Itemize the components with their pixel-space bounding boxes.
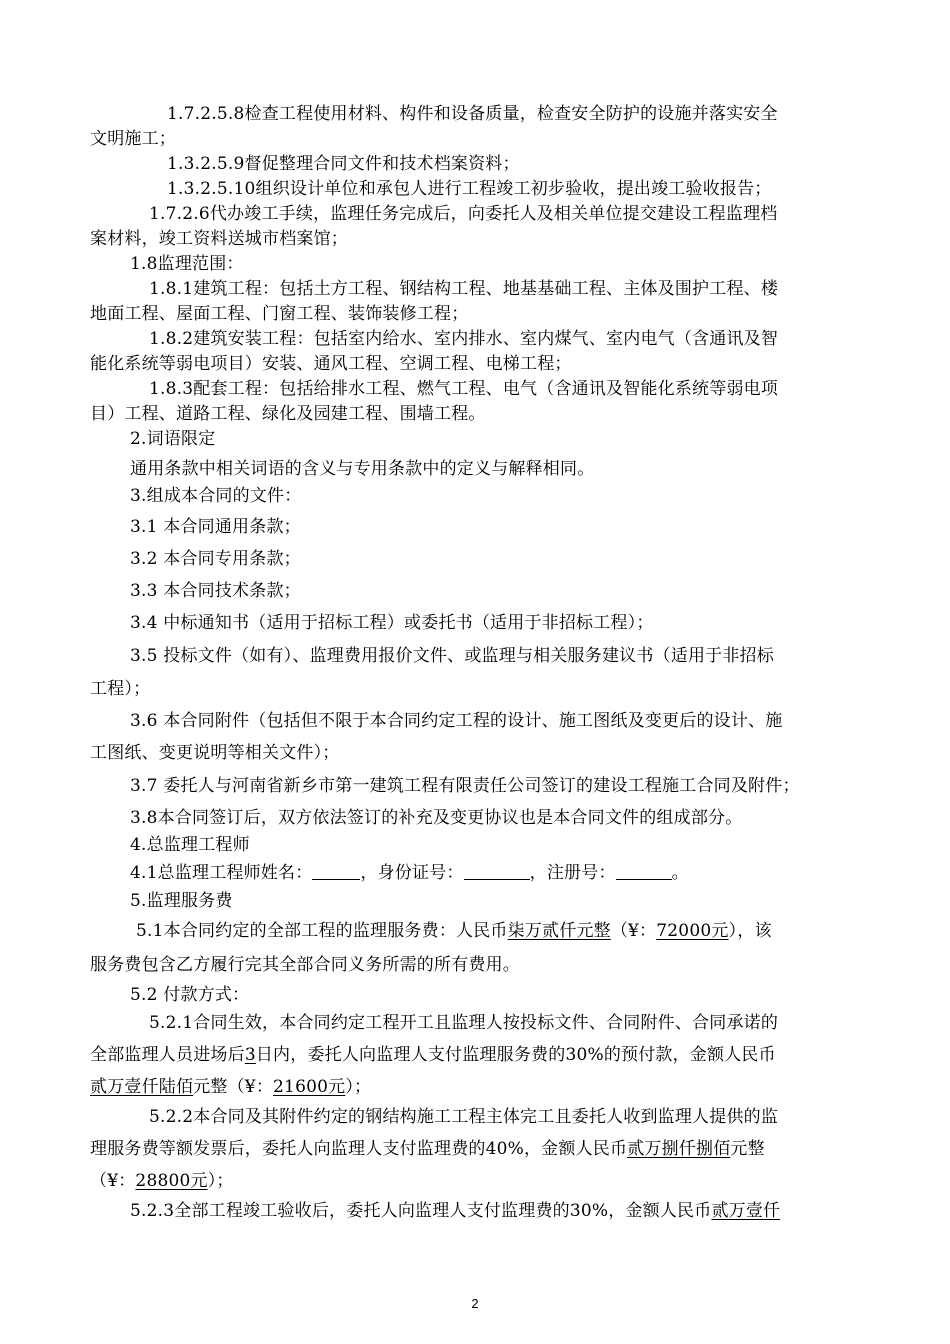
payment-line: 理服务费等额发票后，委托人向监理人支付监理费的40%，金额人民币贰万捌仟捌佰元整	[90, 1139, 765, 1159]
text-line: 5.2.2本合同及其附件约定的钢结构施工工程主体完工且委托人收到监理人提供的监	[149, 1107, 779, 1127]
text-line: 工图纸、变更说明等相关文件）；	[90, 743, 340, 763]
director-name-label: 4.1总监理工程师姓名：	[130, 863, 313, 883]
payment-amount-words: 贰万捌仟捌佰	[627, 1139, 731, 1159]
director-reg-label: ，注册号：	[529, 863, 616, 883]
text-line: 3.7 委托人与河南省新乡市第一建筑工程有限责任公司签订的建设工程施工合同及附件；	[130, 776, 800, 796]
payment-amount-words: 贰万壹仟陆佰	[90, 1077, 194, 1097]
text-line: 地面工程、屋面工程、门窗工程、装饰装修工程；	[90, 304, 469, 324]
text-line: 1.8.3配套工程：包括给排水工程、燃气工程、电气（含通讯及智能化系统等弱电项	[149, 379, 779, 399]
director-name-blank	[312, 863, 360, 880]
text-line: 服务费包含乙方履行完其全部合同义务所需的所有费用。	[90, 955, 520, 975]
payment-line: 5.2.3全部工程竣工验收后，委托人向监理人支付监理费的30%，金额人民币贰万壹仟	[130, 1201, 781, 1221]
text-line: 1.3.2.5.10组织设计单位和承包人进行工程竣工初步验收，提出竣工验收报告；	[167, 179, 772, 199]
text-line: 1.7.2.6代办竣工手续，监理任务完成后，向委托人及相关单位提交建设工程监理档	[149, 204, 778, 224]
payment-amount-words: 贰万壹仟	[711, 1201, 781, 1221]
payment-amount-number: 28800元	[135, 1171, 208, 1191]
fee-amount-words: 柒万贰仟元整	[507, 921, 611, 941]
text-line: 能化系统等弱电项目）安装、通风工程、空调工程、电梯工程；	[90, 354, 572, 374]
fee-line: 5.1本合同约定的全部工程的监理服务费：人民币柒万贰仟元整（¥：72000元），该	[136, 921, 772, 941]
director-reg-blank	[616, 863, 672, 880]
section-heading: 5.监理服务费	[130, 891, 233, 911]
text-line: 5.2.1合同生效，本合同约定工程开工且监理人按投标文件、合同附件、合同承诺的	[149, 1013, 779, 1033]
payment-line: （¥：28800元）；	[90, 1171, 234, 1191]
director-line: 4.1总监理工程师姓名： ，身份证号： ，注册号： 。	[130, 863, 689, 883]
text-line: 3.2 本合同专用条款；	[130, 549, 301, 569]
section-heading: 2.词语限定	[130, 429, 216, 449]
text-line: 1.7.2.5.8检查工程使用材料、构件和设备质量，检查安全防护的设施并落实安全	[167, 104, 778, 124]
text-line: 目）工程、道路工程、绿化及园建工程、围墙工程。	[90, 404, 486, 424]
text-line: 1.3.2.5.9督促整理合同文件和技术档案资料；	[167, 154, 520, 174]
section-heading: 4.总监理工程师	[130, 835, 250, 855]
text-line: 文明施工；	[90, 129, 176, 149]
director-id-label: ，身份证号：	[360, 863, 464, 883]
days-value: 3	[244, 1045, 256, 1065]
text-line: 工程）；	[90, 679, 151, 699]
text-line: 1.8.1建筑工程：包括土方工程、钢结构工程、地基基础工程、主体及围护工程、楼	[149, 279, 779, 299]
text-line: 通用条款中相关词语的含义与专用条款中的定义与解释相同。	[130, 459, 595, 479]
section-heading: 3.组成本合同的文件：	[130, 486, 302, 506]
text-line: 3.3 本合同技术条款；	[130, 581, 301, 601]
payment-amount-number: 21600元	[273, 1077, 346, 1097]
payment-line: 全部监理人员进场后3日内，委托人向监理人支付监理服务费的30%的预付款，金额人民币	[90, 1045, 776, 1065]
page-number: 2	[471, 1296, 479, 1311]
text-line: 3.1 本合同通用条款；	[130, 517, 301, 537]
payment-line: 贰万壹仟陆佰元整（¥：21600元）；	[90, 1077, 372, 1097]
text-line: 3.4 中标通知书（适用于招标工程）或委托书（适用于非招标工程）；	[130, 613, 654, 633]
section-heading: 5.2 付款方式：	[130, 985, 250, 1005]
text-line: 案材料，竣工资料送城市档案馆；	[90, 229, 348, 249]
fee-amount-number: 72000元	[656, 921, 729, 941]
text-line: 3.8本合同签订后，双方依法签订的补充及变更协议也是本合同文件的组成部分。	[130, 808, 743, 828]
text-line: 1.8监理范围：	[130, 254, 244, 274]
director-id-blank	[464, 863, 530, 880]
text-line: 3.6 本合同附件（包括但不限于本合同约定工程的设计、施工图纸及变更后的设计、施	[130, 711, 783, 731]
text-line: 3.5 投标文件（如有）、监理费用报价文件、或监理与相关服务建议书（适用于非招标	[130, 646, 774, 666]
text-line: 1.8.2建筑安装工程：包括室内给水、室内排水、室内煤气、室内电气（含通讯及智	[149, 329, 779, 349]
